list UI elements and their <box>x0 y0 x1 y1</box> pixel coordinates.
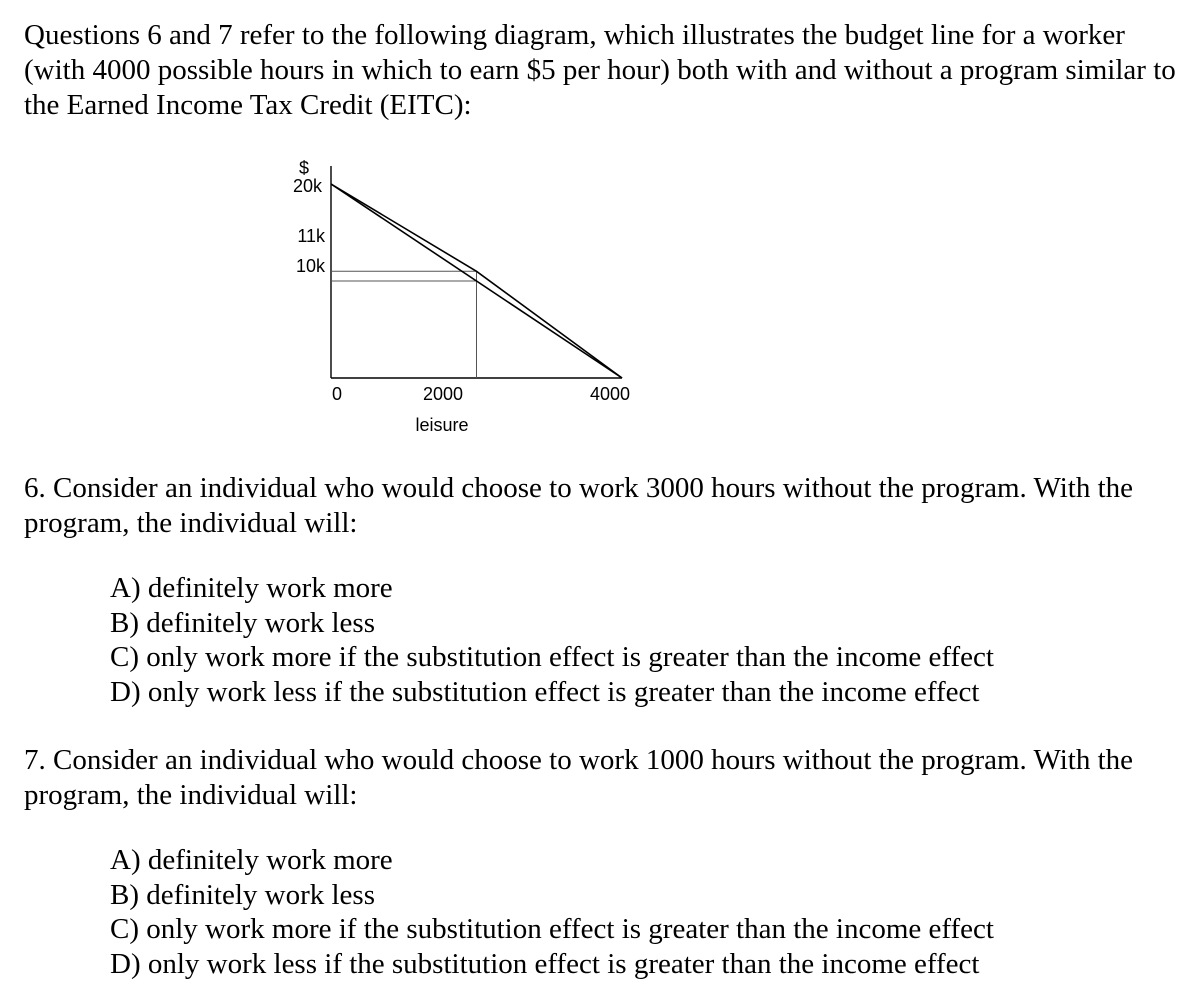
budget-line-diagram <box>0 0 1196 460</box>
question-6-option-b: B) definitely work less <box>110 606 375 639</box>
question-7-option-a: A) definitely work more <box>110 844 393 876</box>
y-tick-label-10k: 10k <box>295 256 325 276</box>
question-7-options <box>110 843 1170 981</box>
question-6-stem: 6. Consider an individual who would choose to work 3000 hours without the program. With the program, the individual will: <box>24 472 1134 539</box>
x-tick-label-2000: 2000 <box>422 384 464 404</box>
x-tick-label-4000: 4000 <box>589 384 631 404</box>
y-tick-label-20k: 20k <box>292 176 322 196</box>
question-6-option-d: D) only work less if the substitution effect is greater than the income effect <box>110 675 980 708</box>
y-axis-label: $ <box>298 158 310 178</box>
y-tick-label-11k: 11k <box>297 226 325 246</box>
guide-lines <box>331 271 477 378</box>
question-7-option-c: C) only work more if the substitution effect is greater than the income effect <box>110 913 994 945</box>
question-7-stem: 7. Consider an individual who would choose to work 1000 hours without the program. With the program, the individual will: <box>24 744 1134 811</box>
question-6-option-c: C) only work more if the substitution effect is greater than the income effect <box>110 641 994 673</box>
question-7-option-d: D) only work less if the substitution effect is greater than the income effect <box>110 947 980 980</box>
x-axis-label: leisure <box>415 415 469 435</box>
x-tick-label-0: 0 <box>331 384 343 404</box>
intro-paragraph: Questions 6 and 7 refer to the following diagram, which illustrates the budget line for a worker (with 4000 possible hours in which to earn $5 per hour) both with and without a program similar to the Earned Income Tax Credit (EITC): <box>24 19 1176 121</box>
question-6-option-a: A) definitely work more <box>110 572 393 604</box>
question-7-option-b: B) definitely work less <box>110 878 375 911</box>
question-6-options <box>110 571 1170 709</box>
